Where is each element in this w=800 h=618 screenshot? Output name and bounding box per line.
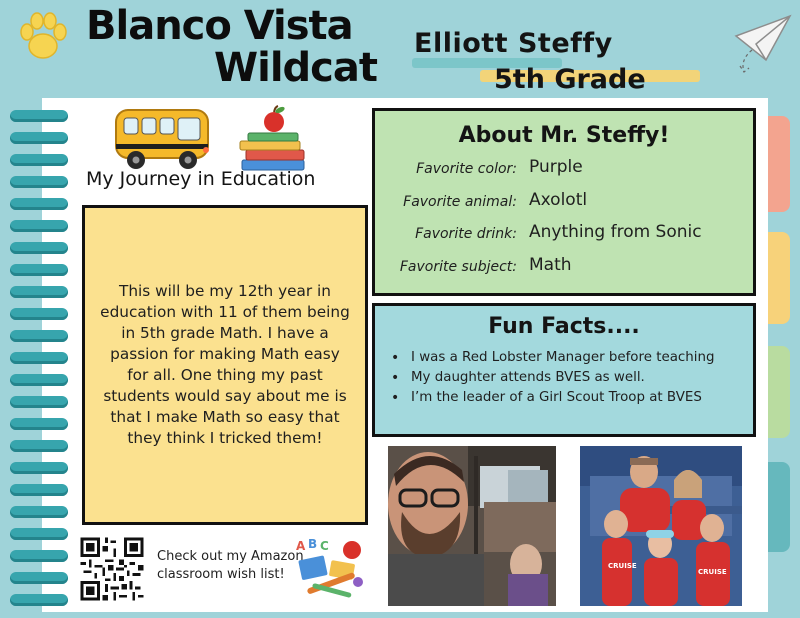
spiral-ring [10, 264, 68, 276]
favorite-value: Math [529, 255, 572, 275]
spiral-ring [10, 176, 68, 188]
family-photo [580, 446, 742, 606]
favorite-label: Favorite color: [416, 161, 517, 177]
spiral-ring [10, 506, 68, 518]
journey-title: My Journey in Education [86, 168, 316, 190]
school-supplies-icon [292, 536, 370, 602]
favorite-subject-row [375, 255, 753, 279]
fun-facts-title: Fun Facts.... [488, 314, 640, 339]
teacher-heading [410, 24, 730, 94]
spiral-ring [10, 220, 68, 232]
spiral-ring [10, 594, 68, 606]
spiral-ring [10, 154, 68, 166]
favorite-value: Purple [529, 157, 583, 177]
paw-print-icon [14, 8, 72, 66]
shirt-text: CRUISE [608, 562, 637, 570]
spiral-ring [10, 242, 68, 254]
favorite-label: Favorite subject: [399, 259, 517, 275]
favorite-animal-row [375, 190, 753, 214]
fun-facts-box [372, 303, 756, 437]
spiral-ring [10, 550, 68, 562]
spiral-ring [10, 418, 68, 430]
teacher-grade: 5th Grade [494, 64, 646, 95]
spiral-ring [10, 374, 68, 386]
spiral-ring [10, 198, 68, 210]
favorite-value: Anything from Sonic [529, 222, 702, 242]
spiral-ring [10, 462, 68, 474]
paper-plane-icon [726, 8, 796, 78]
favorite-label: Favorite animal: [403, 194, 517, 210]
favorite-value: Axolotl [529, 190, 588, 210]
qr-code[interactable] [78, 535, 146, 603]
favorite-color-row [375, 157, 753, 181]
journey-box [82, 205, 368, 525]
notebook-tab-green [768, 346, 790, 438]
about-box [372, 108, 756, 296]
teacher-name: Elliott Steffy [414, 28, 613, 59]
wishlist-text: Check out my Amazon classroom wish list! [157, 549, 304, 582]
shirt-text: CRUISE [698, 568, 727, 576]
spiral-ring [10, 286, 68, 298]
spiral-ring [10, 396, 68, 408]
journey-text: This will be my 12th year in education with 11 of them being in 5th grade Math. I have a passion for making Math easy for all. One thing my past students would say about me is that I make Math so easy that they think I tricked them! [100, 282, 350, 447]
spiral-ring [10, 110, 68, 122]
school-name [86, 3, 377, 91]
notebook-tab-teal [768, 462, 790, 552]
spiral-ring [10, 528, 68, 540]
notebook-tab-yellow [768, 232, 790, 324]
favorite-drink-row [375, 222, 753, 246]
spiral-ring [10, 132, 68, 144]
books-apple-icon [236, 104, 312, 174]
fun-facts-list [389, 348, 749, 408]
fun-fact-item: • I’m the leader of a Girl Scout Troop at BVES [389, 388, 749, 408]
notebook-tab-red [768, 116, 790, 212]
selfie-photo [388, 446, 556, 606]
header [0, 0, 800, 100]
spiral-ring [10, 572, 68, 584]
svg-text:B: B [308, 537, 318, 551]
favorite-label: Favorite drink: [415, 226, 517, 242]
spiral-ring [10, 352, 68, 364]
svg-text:A: A [296, 539, 306, 553]
school-name-line1: Blanco Vista [86, 3, 353, 49]
spiral-ring [10, 330, 68, 342]
school-bus-icon [110, 100, 214, 174]
spiral-ring [10, 440, 68, 452]
about-title: About Mr. Steffy! [458, 123, 670, 148]
spiral-ring [10, 308, 68, 320]
spiral-ring [10, 484, 68, 496]
fun-fact-item: • My daughter attends BVES as well. [389, 368, 749, 388]
school-name-line2: Wildcat [214, 45, 377, 91]
fun-fact-item: • I was a Red Lobster Manager before teaching [389, 348, 749, 368]
svg-text:C: C [320, 539, 329, 553]
